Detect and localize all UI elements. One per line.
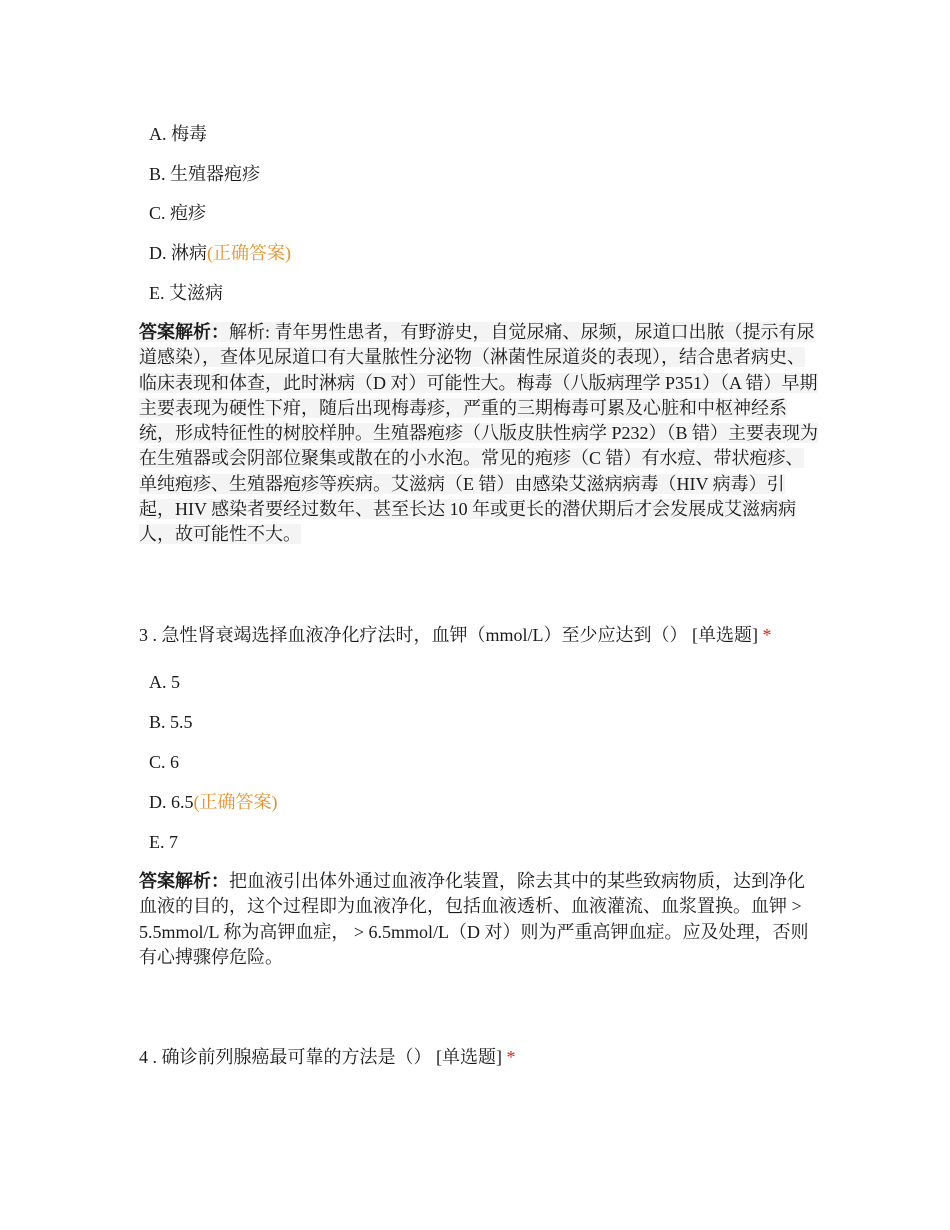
- option-text: 艾滋病: [169, 283, 223, 303]
- option-letter: A.: [149, 124, 167, 144]
- option-letter: C.: [149, 203, 166, 223]
- option-letter: E.: [149, 283, 165, 303]
- question-type: [单选题]: [436, 1047, 502, 1067]
- analysis-text: 解析: 青年男性患者，有野游史，自觉尿痛、尿频，尿道口出脓（提示有尿道感染），查体见尿道口有大量脓性分泌物（淋菌性尿道炎的表现），结合患者病史、临床表现和体查，此时淋病（D 对）可能性大。梅毒（八版病理学 P351）（A 错）早期主要表现为硬性下疳，随后出现梅毒疹，严重的三期梅毒可累及心脏和中枢神经系统，形成特征性的树胶样肿。生殖器疱疹（八版皮肤性病学 P232）（B 错）主要表现为在生殖器或会阴部位聚集或散在的小水泡。常见的疱疹（C 错）有水痘、带状疱疹、单纯疱疹、生殖器疱疹等疾病。艾滋病（E 错）由感染艾滋病病毒（HIV 病毒）引起，HIV 感染者要经过数年、甚至长达 10 年或更长的潜伏期后才会发展成艾滋病病人，故可能性不大。: [139, 322, 819, 545]
- option-letter: D.: [149, 243, 167, 263]
- q4-title: [139, 1044, 516, 1070]
- question-text: 3 . 急性肾衰竭选择血液净化疗法时，血钾（mmol/L）至少应达到（）: [139, 625, 688, 645]
- question-text: 4 . 确诊前列腺癌最可靠的方法是（）: [139, 1047, 432, 1067]
- q2-option-c: [149, 201, 206, 225]
- option-letter: D.: [149, 792, 167, 812]
- option-letter: B.: [149, 712, 166, 732]
- question-type: [单选题]: [692, 625, 758, 645]
- analysis-label: 答案解析：: [139, 871, 229, 891]
- required-marker: *: [762, 625, 772, 645]
- option-text: 生殖器疱疹: [170, 164, 261, 184]
- required-marker: *: [506, 1047, 516, 1067]
- option-letter: C.: [149, 752, 166, 772]
- q3-title: [139, 622, 772, 648]
- option-text: 5.5: [170, 712, 193, 732]
- q3-option-a: [149, 670, 180, 694]
- option-letter: E.: [149, 832, 165, 852]
- q2-option-d: [149, 241, 291, 265]
- option-text: 7: [169, 832, 178, 852]
- option-text: 5: [171, 672, 180, 692]
- q2-option-a: [149, 122, 207, 146]
- q3-option-e: [149, 830, 178, 854]
- correct-answer-tag: (正确答案): [193, 792, 278, 812]
- option-text: 6.5: [171, 792, 194, 812]
- option-text: 6: [170, 752, 180, 772]
- option-letter: B.: [149, 164, 166, 184]
- q3-option-d: [149, 790, 278, 814]
- q3-option-c: [149, 750, 179, 774]
- correct-answer-tag: (正确答案): [207, 243, 291, 263]
- q3-answer-analysis: [139, 869, 819, 970]
- q2-answer-analysis: [139, 320, 819, 548]
- q2-option-b: [149, 162, 260, 186]
- option-text: 梅毒: [171, 124, 207, 144]
- analysis-text: 把血液引出体外通过血液净化装置，除去其中的某些致病物质，达到净化血液的目的，这个过程即为血液净化，包括血液透析、血液灌流、血浆置换。血钾 > 5.5mmol/L 称为高钾血症， > 6.5mmol/L（D 对）则为严重高钾血症。应及处理，否则有心搏骤停危险。: [139, 871, 809, 967]
- option-text: 淋病: [171, 243, 207, 263]
- analysis-label: 答案解析：: [139, 322, 229, 342]
- option-letter: A.: [149, 672, 167, 692]
- q3-option-b: [149, 710, 193, 734]
- q2-option-e: [149, 281, 223, 305]
- option-text: 疱疹: [170, 203, 207, 223]
